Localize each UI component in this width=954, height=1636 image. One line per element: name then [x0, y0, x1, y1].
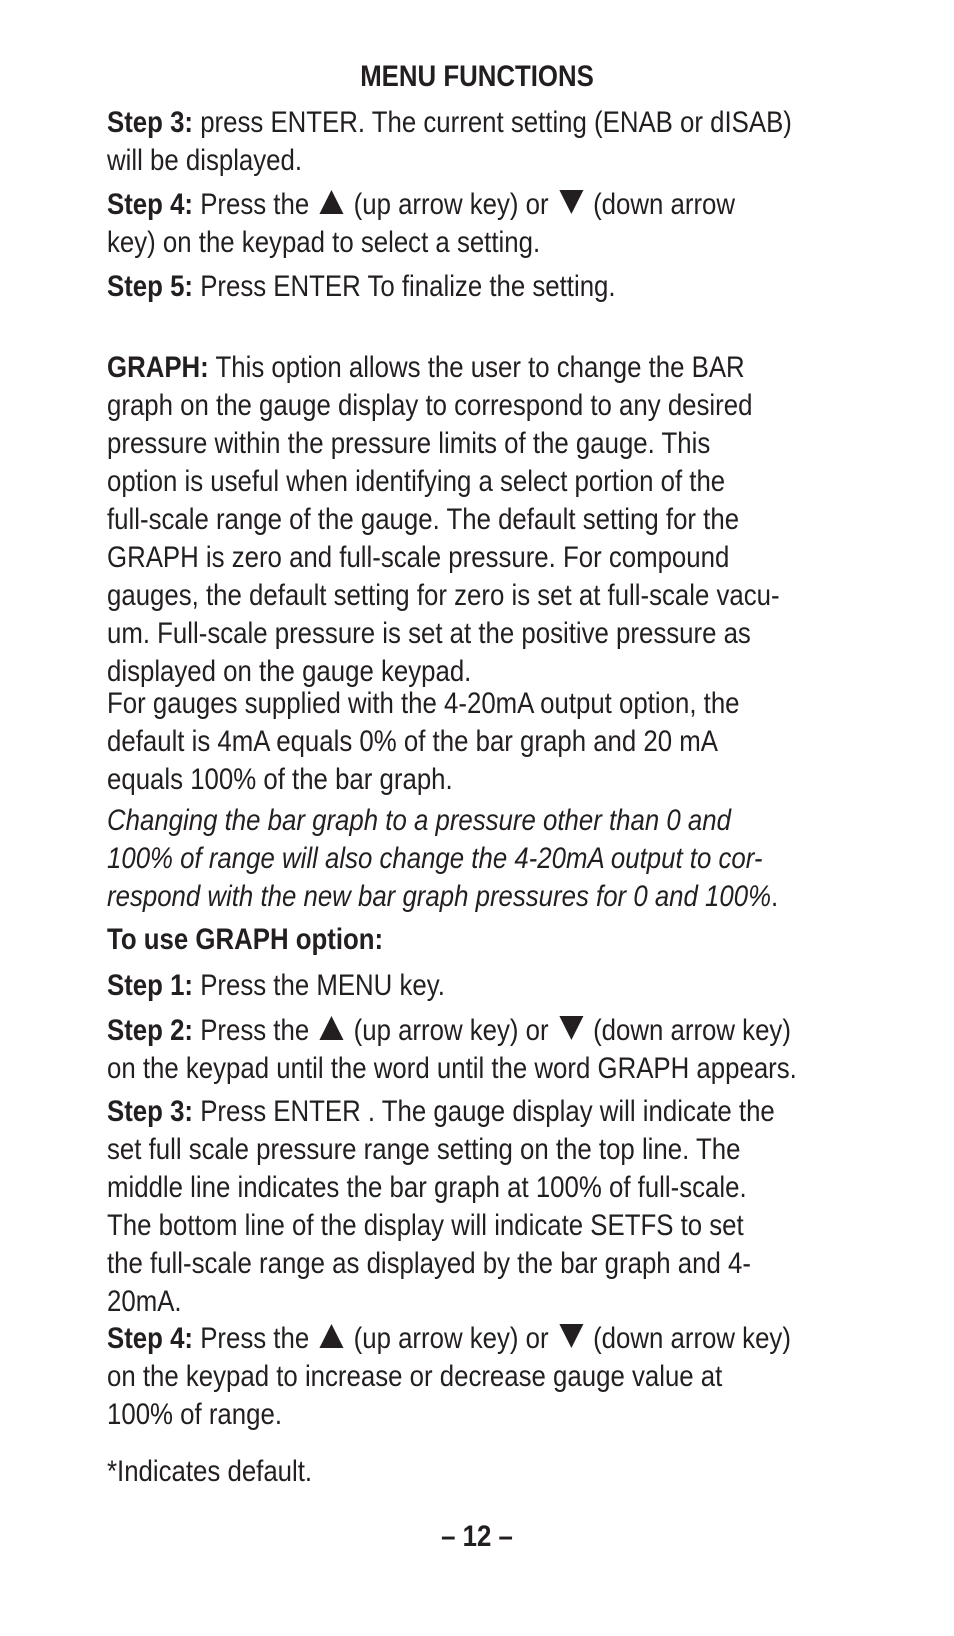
- step-label: Step 4:: [107, 1322, 194, 1355]
- paragraph-line: equals 100% of the bar graph.: [107, 763, 453, 796]
- step-text: 100% of range.: [107, 1398, 282, 1431]
- page-number: – 12 –: [441, 1520, 513, 1553]
- page-heading: MENU FUNCTIONS: [360, 60, 594, 93]
- paragraph-line: respond with the new bar graph pressures for 0 and 100%: [107, 880, 772, 913]
- step-text: (up arrow key) or: [346, 188, 549, 221]
- step-text: (up arrow key) or: [346, 1322, 549, 1355]
- paragraph-line: um. Full-scale pressure is set at the positive pressure as: [107, 617, 751, 650]
- paragraph-line: For gauges supplied with the 4-20mA output option, the: [107, 687, 740, 720]
- step-text: (down arrow key): [585, 1322, 791, 1355]
- down-arrow-icon: [559, 190, 583, 214]
- step3-graph: [107, 1093, 775, 1321]
- paragraph-line: Changing the bar graph to a pressure other than 0 and: [107, 804, 731, 837]
- footnote: *Indicates default.: [107, 1455, 313, 1488]
- step-text: on the keypad to increase or decrease gauge value at: [107, 1360, 723, 1393]
- step3-top: [107, 104, 792, 180]
- step2-graph: [107, 1012, 797, 1088]
- down-arrow-icon: [559, 1016, 583, 1040]
- output-paragraph: [107, 685, 761, 799]
- graph-paragraph: [107, 349, 780, 691]
- step-text: on the keypad until the word until the word GRAPH appears.: [107, 1052, 797, 1085]
- step1-graph: [107, 967, 761, 1005]
- up-arrow-icon: [320, 1324, 344, 1348]
- step-text: Press ENTER . The gauge display will indicate the: [193, 1095, 775, 1128]
- step-text: press ENTER. The current setting (ENAB or dISAB): [193, 106, 792, 139]
- step4-top: [107, 186, 761, 262]
- italic-note-paragraph: [107, 802, 779, 916]
- paragraph-text: This option allows the user to change the BAR: [208, 351, 745, 384]
- step-label: Step 3:: [107, 106, 194, 139]
- step-text: Press the: [193, 1014, 310, 1047]
- step-text: middle line indicates the bar graph at 100% of full-scale.: [107, 1171, 747, 1204]
- step-text: (up arrow key) or: [346, 1014, 549, 1047]
- paragraph-line: option is useful when identifying a select portion of the: [107, 465, 726, 498]
- paragraph-line: 100% of range will also change the 4-20mA output to cor-: [107, 842, 763, 875]
- step4-graph: [107, 1320, 791, 1434]
- step-label: Step 4:: [107, 188, 194, 221]
- step-text: key) on the keypad to select a setting.: [107, 226, 541, 259]
- paragraph-line: GRAPH is zero and full-scale pressure. For compound: [107, 541, 730, 574]
- step-text: (down arrow key): [585, 1014, 791, 1047]
- step-text: will be displayed.: [107, 144, 303, 177]
- step-text: The bottom line of the display will indicate SETFS to set: [107, 1209, 744, 1242]
- paragraph-line: gauges, the default setting for zero is set at full-scale vacu-: [107, 579, 780, 612]
- step-text: Press the MENU key.: [193, 969, 445, 1002]
- graph-label: GRAPH:: [107, 351, 209, 384]
- step-label: Step 5:: [107, 270, 194, 303]
- paragraph-end: .: [771, 880, 779, 913]
- paragraph-line: pressure within the pressure limits of the gauge. This: [107, 427, 711, 460]
- step-label: Step 1:: [107, 969, 194, 1002]
- step-label: Step 2:: [107, 1014, 194, 1047]
- paragraph-line: displayed on the gauge keypad.: [107, 655, 472, 688]
- paragraph-line: graph on the gauge display to correspond to any desired: [107, 389, 753, 422]
- section-heading: To use GRAPH option:: [107, 923, 384, 956]
- up-arrow-icon: [320, 190, 344, 214]
- paragraph-line: full-scale range of the gauge. The default setting for the: [107, 503, 740, 536]
- step-text: the full-scale range as displayed by the bar graph and 4-: [107, 1247, 751, 1280]
- step-text: 20mA.: [107, 1285, 182, 1318]
- paragraph-line: default is 4mA equals 0% of the bar graph and 20 mA: [107, 725, 718, 758]
- step-label: Step 3:: [107, 1095, 194, 1128]
- step5-top: [107, 268, 761, 306]
- step-text: set full scale pressure range setting on the top line. The: [107, 1133, 741, 1166]
- down-arrow-icon: [559, 1324, 583, 1348]
- step-text: Press the: [193, 1322, 310, 1355]
- step-text: Press ENTER To finalize the setting.: [193, 270, 616, 303]
- up-arrow-icon: [320, 1016, 344, 1040]
- step-text: Press the: [193, 188, 310, 221]
- step-text: (down arrow: [585, 188, 736, 221]
